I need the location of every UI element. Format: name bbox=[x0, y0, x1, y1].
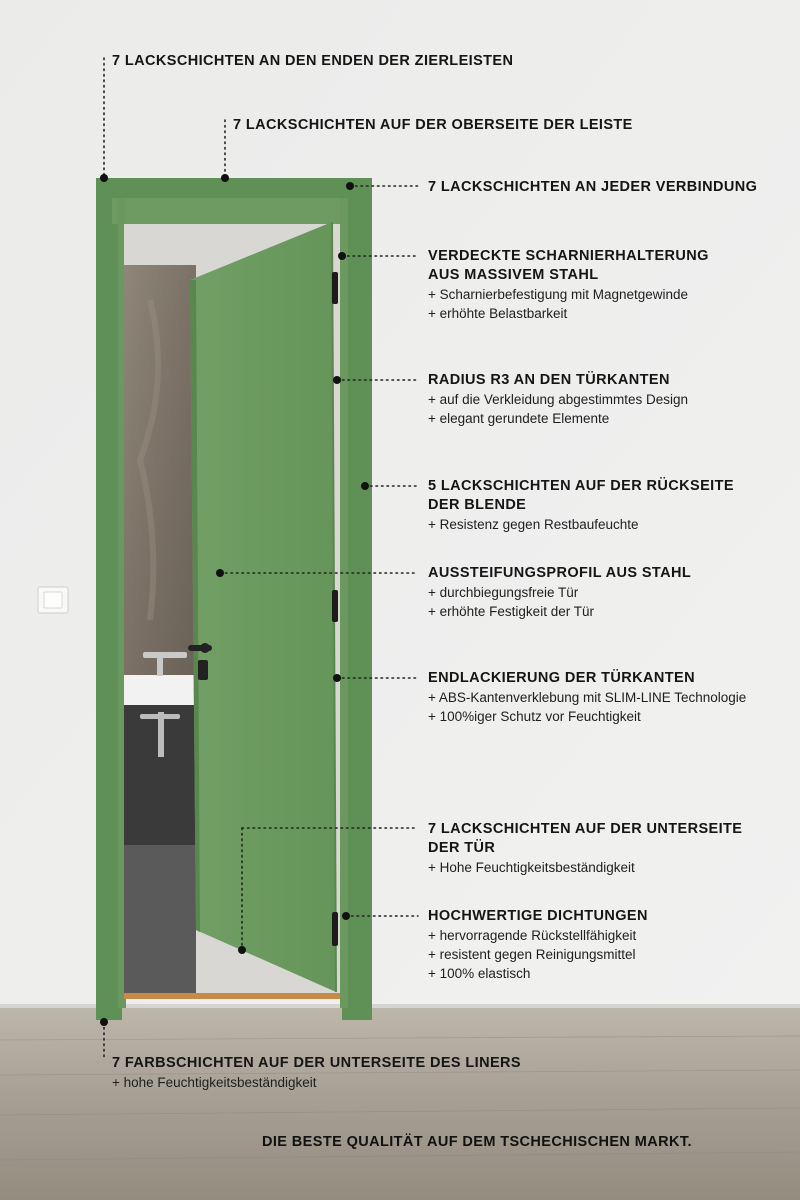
callout-bullet: + Resistenz gegen Restbaufeuchte bbox=[428, 517, 639, 532]
callout-bullet: + resistent gegen Reinigungsmittel bbox=[428, 947, 636, 962]
callout-bullet: + erhöhte Belastbarkeit bbox=[428, 306, 568, 321]
callout-bullet: + erhöhte Festigkeit der Tür bbox=[428, 604, 594, 619]
callout-bullet: + 100%iger Schutz vor Feuchtigkeit bbox=[428, 709, 641, 724]
callout-liner bbox=[112, 1054, 612, 1092]
callout-endlackierung bbox=[428, 669, 796, 726]
callout-title: DER TÜR bbox=[428, 840, 496, 856]
callout-bullet: + auf die Verkleidung abgestimmtes Design bbox=[428, 392, 689, 407]
callout-title: HOCHWERTIGE DICHTUNGEN bbox=[428, 908, 648, 924]
floor bbox=[0, 1006, 800, 1200]
callout-title: 7 LACKSCHICHTEN AUF DER UNTERSEITE bbox=[428, 821, 743, 837]
callout-title: DER BLENDE bbox=[428, 497, 527, 513]
callout-title: 7 FARBSCHICHTEN AUF DER UNTERSEITE DES LINERS bbox=[112, 1055, 521, 1071]
callout-bullet: + hohe Feuchtigkeitsbeständigkeit bbox=[112, 1075, 317, 1090]
callout-bullet: + Scharnierbefestigung mit Magnetgewinde bbox=[428, 287, 689, 302]
callout-radius bbox=[428, 371, 793, 428]
callout-verbindung: 7 LACKSCHICHTEN AN JEDER VERBINDUNG bbox=[428, 179, 758, 195]
callout-zierleisten: 7 LACKSCHICHTEN AN DEN ENDEN DER ZIERLEISTEN bbox=[112, 53, 514, 69]
callout-leiste: 7 LACKSCHICHTEN AUF DER OBERSEITE DER LEISTE bbox=[233, 117, 633, 133]
callout-title: 5 LACKSCHICHTEN AUF DER RÜCKSEITE bbox=[428, 478, 734, 494]
callout-blende bbox=[428, 477, 793, 534]
callout-bullet: + elegant gerundete Elemente bbox=[428, 411, 610, 426]
callout-title: RADIUS R3 AN DEN TÜRKANTEN bbox=[428, 372, 670, 388]
callout-title: VERDECKTE SCHARNIERHALTERUNG bbox=[428, 248, 709, 264]
callout-unterseite-tuer bbox=[428, 820, 793, 877]
callout-title: AUS MASSIVEM STAHL bbox=[428, 267, 599, 283]
callout-aussteifung bbox=[428, 564, 793, 621]
footer-slogan: DIE BESTE QUALITÄT AUF DEM TSCHECHISCHEN MARKT. bbox=[262, 1134, 692, 1150]
light-switch bbox=[38, 587, 68, 613]
callout-bullet: + Hohe Feuchtigkeitsbeständigkeit bbox=[428, 860, 635, 875]
door-leaf bbox=[190, 222, 336, 992]
callout-dichtungen bbox=[428, 907, 793, 983]
callout-bullet: + 100% elastisch bbox=[428, 966, 531, 981]
callout-bullet: + hervorragende Rückstellfähigkeit bbox=[428, 928, 637, 943]
callout-scharnier bbox=[428, 247, 793, 323]
callout-bullet: + durchbiegungsfreie Tür bbox=[428, 585, 579, 600]
callout-bullet: + ABS-Kantenverklebung mit SLIM-LINE Technologie bbox=[428, 690, 747, 705]
callout-title: AUSSTEIFUNGSPROFIL AUS STAHL bbox=[428, 565, 692, 581]
callout-title: ENDLACKIERUNG DER TÜRKANTEN bbox=[428, 670, 695, 686]
